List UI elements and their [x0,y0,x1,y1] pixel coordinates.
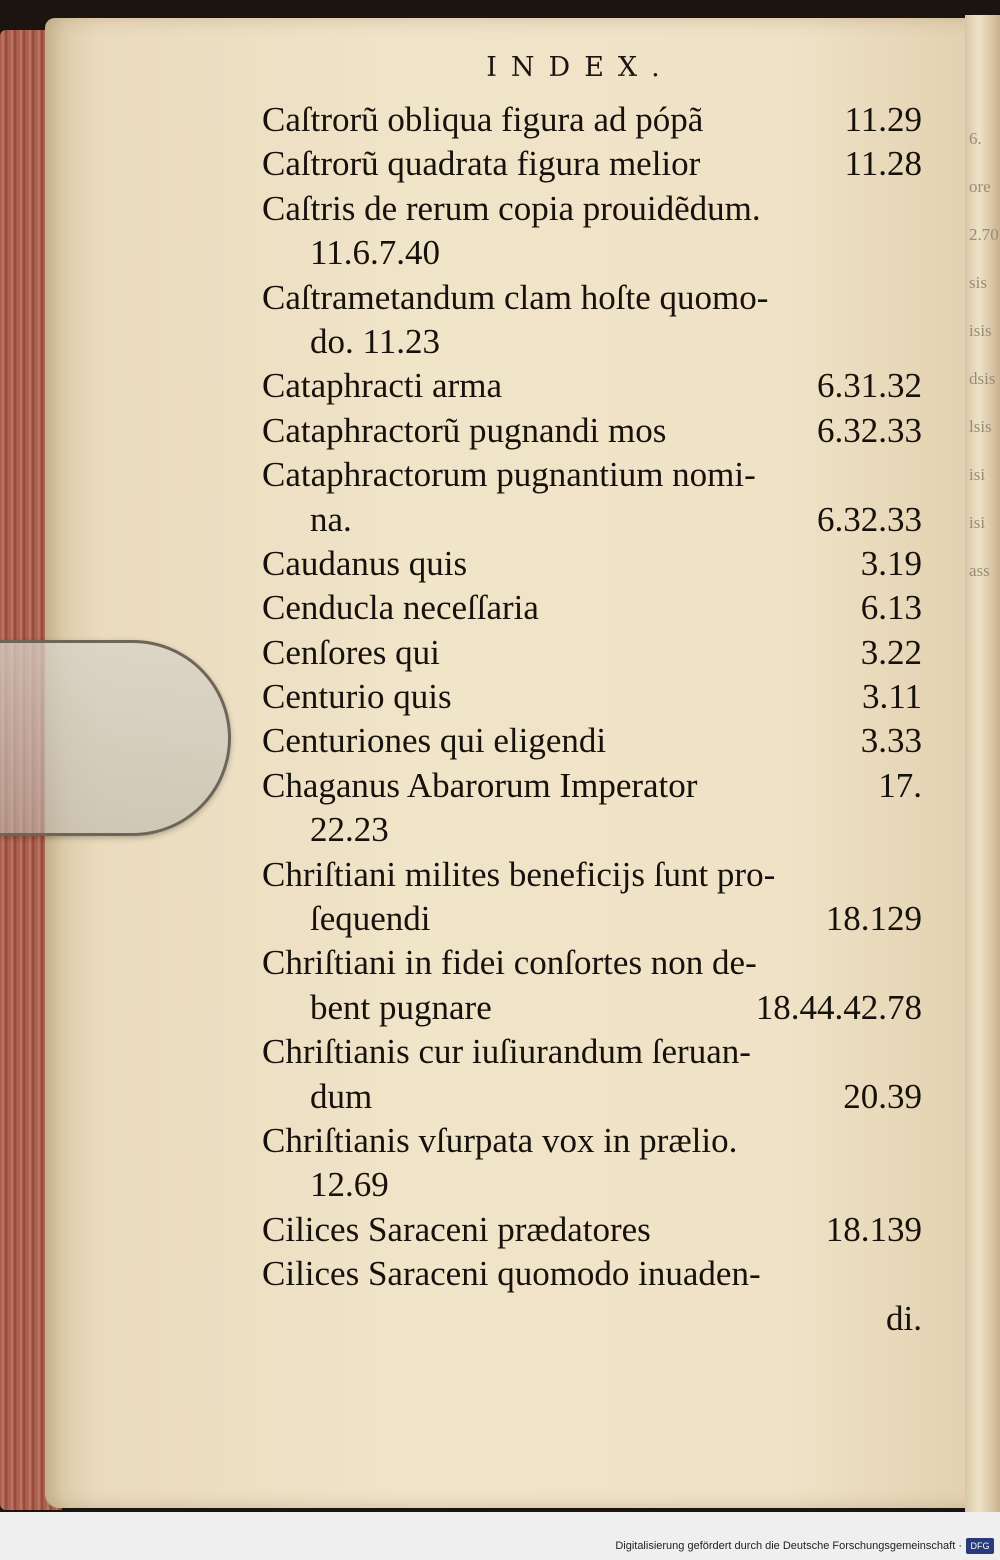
bleed-text-fragment: isis [969,321,992,340]
index-entry [262,941,922,985]
index-entry [262,1075,922,1119]
index-entry [262,231,922,275]
index-entry [262,453,922,497]
index-entry-reference: 3.11 [862,677,922,717]
index-entry-text: Chriſtiani milites beneficijs ſunt pro- [262,854,776,894]
index-entry [262,853,922,897]
index-entry-reference: 17. [878,765,922,805]
bleed-text-fragment: dsis [969,369,996,388]
index-entry-text: ſequendi [310,899,431,939]
index-entry-text: Cataphracti arma [262,366,503,406]
index-entry-text: Chriſtianis vſurpata vox in prælio. [262,1120,738,1160]
bleed-text-fragment: isi [969,465,986,484]
footer-credit: Digitalisierung gefördert durch die Deutsche Forschungsgemeinschaft · [615,1540,962,1552]
index-entry-text: Chriſtianis cur iuſiurandum ſeruan- [262,1032,751,1072]
facing-page-bleed-text [969,115,999,815]
index-entry [262,1030,922,1074]
index-entry [262,675,922,719]
index-entry [262,276,922,320]
index-entry [262,409,922,453]
index-entry [262,1119,922,1163]
index-entry-text: Centuriones qui eligendi [262,721,607,761]
index-entry-text: Caſtrametandum clam hoſte quomo- [262,277,769,317]
index-entry [262,897,922,941]
index-entry-reference: 11.28 [844,144,922,184]
index-entry-text: Caſtrorũ quadrata figura melior [262,144,701,184]
index-entry [262,542,922,586]
index-entry [262,364,922,408]
index-entry-reference: 3.33 [860,721,922,761]
bleed-text-fragment: lsis [969,417,992,436]
index-entry [262,1208,922,1252]
index-entry-reference: 18.44.42.78 [755,987,922,1027]
index-entry-text: 12.69 [310,1165,389,1205]
index-entry-reference: 18.139 [825,1209,922,1249]
index-entry-text: Cenducla neceſſaria [262,588,539,628]
index-entry-text: Caſtrorũ obliqua figura ad pópã [262,100,704,139]
index-entry [262,320,922,364]
dfg-logo-badge: DFG [966,1538,994,1554]
footer-band [0,1512,1000,1560]
index-entry [262,142,922,186]
page-clip [0,640,231,836]
book-page-edge-right [965,15,1000,1515]
index-entry-reference: 6.32.33 [817,499,922,539]
index-entry [262,1297,922,1341]
bleed-text-fragment: ore [969,177,991,196]
bleed-text-fragment: ass [969,561,990,580]
bleed-text-fragment: 2.70 [969,225,999,244]
index-entry [262,631,922,675]
index-entry-text: Cataphractorũ pugnandi mos [262,410,667,450]
index-entries [262,98,922,1341]
index-entry-text: Cilices Saraceni prædatores [262,1209,651,1249]
index-entry-reference: 3.19 [860,543,922,583]
bleed-text-fragment: sis [969,273,987,292]
index-entry-reference: 6.13 [860,588,922,628]
index-entry-text: Caudanus quis [262,543,468,583]
index-entry [262,1252,922,1296]
index-entry-text: Cilices Saraceni quomodo inuaden- [262,1254,761,1294]
index-entry-text: Chaganus Abarorum Imperator [262,765,698,805]
index-entry [262,1163,922,1207]
index-entry-reference: 6.31.32 [817,366,922,406]
index-entry [262,808,922,852]
index-entry [262,498,922,542]
bleed-text-fragment: isi [969,513,986,532]
index-entry-text: do. 11.23 [310,321,440,361]
index-entry-reference: 11.29 [844,100,922,139]
index-entry [262,586,922,630]
index-entry-text: Cenſores qui [262,632,440,672]
page-header-title: INDEX. [486,52,674,83]
index-entry-text: dum [310,1076,373,1116]
index-entry [262,187,922,231]
index-entry-reference: 18.129 [825,899,922,939]
index-entry-text: bent pugnare [310,987,492,1027]
index-entry [262,986,922,1030]
index-entry-text: 22.23 [310,810,389,850]
index-entry-text: na. [310,499,352,539]
index-entry-reference: 20.39 [843,1076,922,1116]
index-entry-reference: 6.32.33 [817,410,922,450]
index-entry [262,764,922,808]
index-entry-text: Chriſtiani in fidei conſortes non de- [262,943,757,983]
index-entry [262,98,922,142]
index-entry-text: Cataphractorum pugnantium nomi- [262,455,756,495]
index-entry-text: 11.6.7.40 [310,233,440,273]
index-entry-text: Centurio quis [262,677,452,717]
index-entry [262,719,922,763]
index-entry-text: di. [886,1298,922,1338]
index-entry-reference: 3.22 [860,632,922,672]
bleed-text-fragment: 6. [969,129,982,148]
index-entry-text: Caſtris de rerum copia prouidẽdum. [262,188,761,228]
